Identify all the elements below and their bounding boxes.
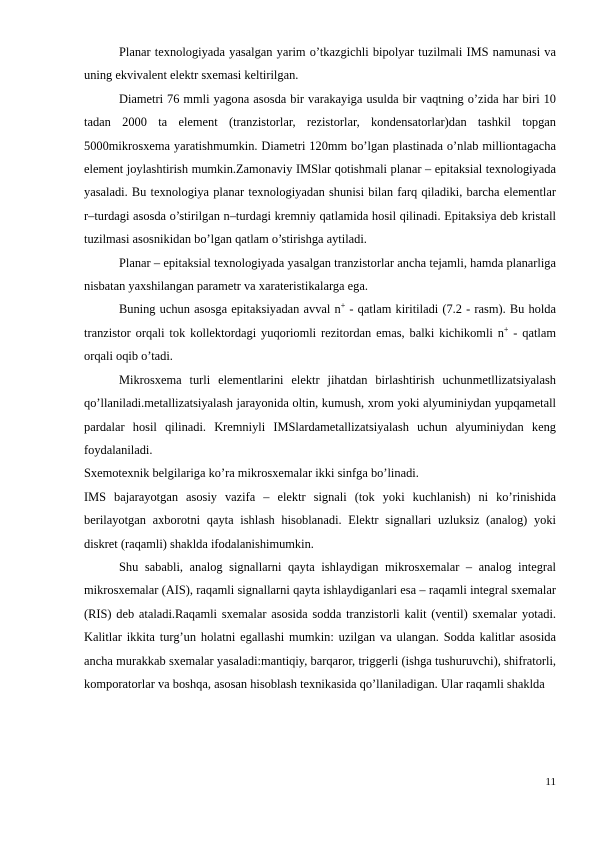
paragraph-diameter: Diametri 76 mmli yagona asosda bir varakayiga usulda bir vaqtning o’zida har biri 10 tadan 2000 ta element (tranzistorlar, rezistorlar, kondensatorlar)dan tashkil topgan 5000mikrosxema yaratishmumkin. Diametri 120mm bo’lgan plastinada o’nlab milliontagacha element joylashtirish mumkin.Zamonaviy IMSlar qotishmali planar – epitaksial texnologiyada yasaladi. Bu texnologiya planar texnologiyadan shunisi bilan farq qiladiki, barcha elementlar r–turdagi asosda o’stirilgan n–turdagi kremniy qatlamida hosil qilinadi. Epitaksiya deb kristall tuzilmasi asosnikidan bo’lgan qatlam o’stirishga aytiladi.: [84, 91, 556, 247]
superscript-plus-1: +: [340, 301, 346, 311]
paragraph-analog-digital: Shu sababli, analog signallarni qayta ishlaydigan mikrosxemalar – analog integral mikrosxemalar (AIS), raqamli signallarni qayta ishlaydiganlari esa – raqamli integral sxemalar (RIS) deb ataladi.Raqamli sxemalar asosida sodda tranzistorli kalit (ventil) sxemalar yotadi. Kalitlar ikkita turg’un holatni egallashi mumkin: uzilgan va ulangan. Sodda kalitlar asosida ancha murakkab sxemalar yasaladi:mantiqiy, barqaror, triggerli (ishga tushuruvchi), shifratorli, komporatorlar va boshqa, asosan hisoblash texnikasida qo’llaniladigan. Ular raqamli shaklda: [84, 559, 556, 691]
paragraph-n-plus-part-1: Buning uchun asosga epitaksiyadan avval n: [119, 302, 341, 317]
paragraph-n-plus-layer: [84, 298, 556, 368]
paragraph-main-function: IMS bajarayotgan asosiy vazifa – elektr signali (tok yoki kuchlanish) ni ko’rinishida berilayotgan axborotni qayta ishlash hisoblanadi. Elektr signallari uzluksiz (analog) yoki diskret (raqamli) shaklda ifodalanishimumkin.: [84, 489, 556, 551]
paragraph-n-plus-part-2: - qatlam kiritiladi (7.2 - rasm). Bu holda tranzistor orqali tok kollektordagi yuqoriomli rezitordan emas, balki kichikomli n: [84, 302, 556, 340]
paragraph-planar-epitaxial: Planar – epitaksial texnologiyada yasalgan tranzistorlar ancha tejamli, hamda planarliga nisbatan yaxshilangan parametr va xarateristikalarga ega.: [84, 255, 556, 294]
paragraph-metallization: Mikrosxema turli elementlarini elektr jihatdan birlashtirish uchunmetllizatsiyalash qo’llaniladi.metallizatsiyalash jarayonida oltin, kumush, xrom yoki alyuminiydan yupqametall pardalar hosil qilinadi. Kremniyli IMSlardametallizatsiyalash uchun alyuminiydan keng foydalaniladi.: [84, 372, 556, 457]
superscript-plus-2: +: [503, 324, 509, 334]
page-number: 11: [545, 776, 556, 788]
paragraph-ims-sample: Planar texnologiyada yasalgan yarim o’tkazgichli bipolyar tuzilmali IMS namunasi va uning ekvivalent elektr sxemasi keltirilgan.: [84, 45, 556, 83]
document-page: [84, 41, 556, 696]
paragraph-classes: Sxemotexnik belgilariga ko’ra mikrosxemalar ikki sinfga bo’linadi.: [84, 466, 419, 481]
paragraph-n-plus-part-3: - qatlam orqali oqib o’tadi.: [84, 325, 556, 364]
